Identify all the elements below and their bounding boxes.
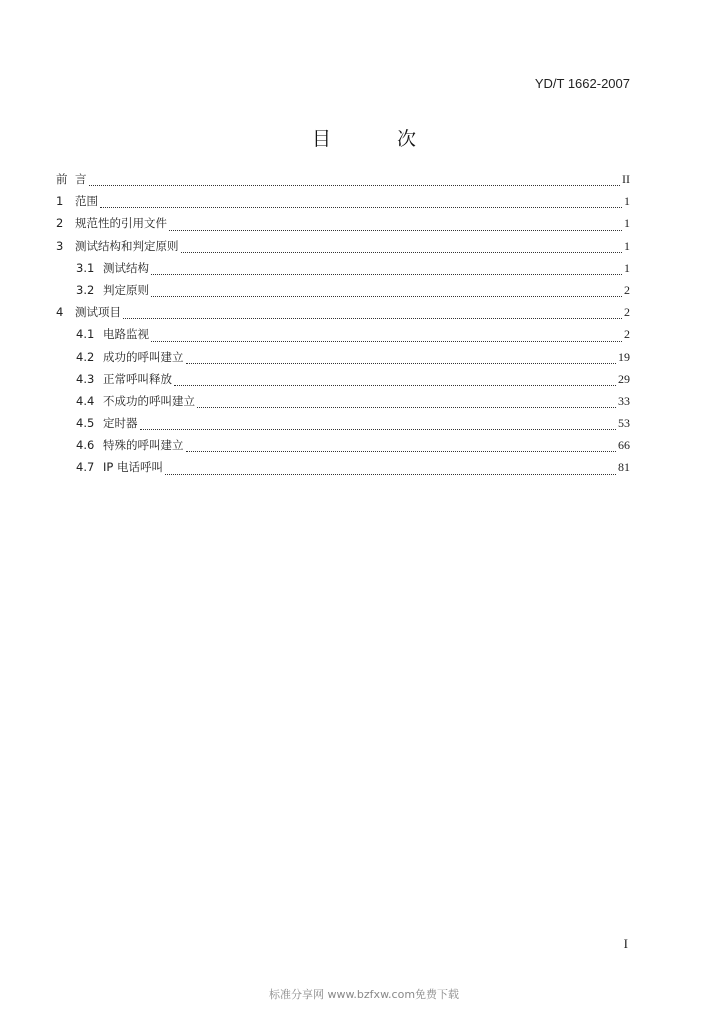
toc-entry-label: 判定原则 bbox=[103, 282, 149, 297]
toc-entry-number: 1 bbox=[56, 194, 64, 209]
toc-entry-number: 4.3 bbox=[76, 371, 95, 386]
toc-entry-page: 2 bbox=[624, 305, 630, 320]
toc-entry[interactable] bbox=[56, 301, 630, 323]
toc-entry[interactable] bbox=[56, 346, 630, 368]
toc-entry-page: 81 bbox=[618, 460, 630, 475]
dot-leader bbox=[151, 273, 622, 275]
toc-entry-label: 成功的呼叫建立 bbox=[103, 349, 184, 364]
toc-entry[interactable] bbox=[56, 390, 630, 412]
toc-title: 目 次 bbox=[311, 128, 447, 150]
toc-entry[interactable] bbox=[56, 190, 630, 212]
toc-entry-page: 66 bbox=[618, 438, 630, 453]
toc-entry-label: IP 电话呼叫 bbox=[103, 460, 163, 475]
dot-leader bbox=[186, 362, 617, 364]
toc-entry-page: 1 bbox=[624, 216, 630, 231]
toc-entry-number: 4.1 bbox=[76, 327, 95, 342]
toc-entry[interactable] bbox=[56, 212, 630, 234]
dot-leader bbox=[181, 251, 623, 253]
toc-entry[interactable] bbox=[56, 323, 630, 345]
toc-entry-number: 4.6 bbox=[76, 438, 95, 453]
toc-entry-label: 测试项目 bbox=[75, 305, 121, 320]
toc-entry-label: 测试结构 bbox=[103, 260, 149, 275]
toc-entry-number: 4 bbox=[56, 305, 64, 320]
toc-entry-page: 53 bbox=[618, 416, 630, 431]
toc-entry[interactable] bbox=[56, 368, 630, 390]
toc-entry-number: 3.1 bbox=[76, 260, 95, 275]
toc-entry-number: 3.2 bbox=[76, 282, 95, 297]
toc-entry-number: 4.7 bbox=[76, 460, 95, 475]
dot-leader bbox=[123, 317, 622, 319]
toc-entry-page: 19 bbox=[618, 349, 630, 364]
toc-entry-page: 29 bbox=[618, 371, 630, 386]
toc-entry-page: 1 bbox=[624, 260, 630, 275]
toc-entry[interactable] bbox=[56, 456, 630, 478]
table-of-contents bbox=[56, 168, 630, 479]
toc-entry-label: 电路监视 bbox=[103, 327, 149, 342]
dot-leader bbox=[197, 406, 616, 408]
dot-leader bbox=[174, 384, 616, 386]
toc-entry-page: 2 bbox=[624, 282, 630, 297]
toc-entry-number: 前 bbox=[56, 172, 68, 186]
toc-entry-page: 2 bbox=[624, 327, 630, 342]
toc-entry[interactable] bbox=[56, 257, 630, 279]
dot-leader bbox=[100, 206, 622, 208]
dot-leader bbox=[165, 473, 616, 475]
toc-entry-label: 测试结构和判定原则 bbox=[75, 238, 179, 253]
toc-entry-number: 3 bbox=[56, 238, 64, 253]
toc-entry-number: 4.4 bbox=[76, 393, 95, 408]
toc-entry-page: 1 bbox=[624, 194, 630, 209]
toc-entry[interactable] bbox=[56, 412, 630, 434]
dot-leader bbox=[169, 229, 622, 231]
toc-entry-label: 特殊的呼叫建立 bbox=[103, 438, 184, 453]
toc-entry-label: 言 bbox=[75, 172, 87, 186]
dot-leader bbox=[140, 428, 617, 430]
dot-leader bbox=[186, 450, 617, 452]
toc-entry-number: 4.2 bbox=[76, 349, 95, 364]
standard-code: YD/T 1662-2007 bbox=[534, 76, 630, 91]
toc-entry-number: 2 bbox=[56, 216, 64, 231]
dot-leader bbox=[151, 340, 622, 342]
toc-entry-label: 规范性的引用文件 bbox=[75, 216, 167, 231]
toc-entry-label: 不成功的呼叫建立 bbox=[103, 393, 195, 408]
toc-entry-label: 范围 bbox=[75, 194, 98, 209]
page-number: I bbox=[623, 936, 628, 951]
toc-entry[interactable] bbox=[56, 235, 630, 257]
toc-entry[interactable] bbox=[56, 434, 630, 456]
toc-entry[interactable] bbox=[56, 279, 630, 301]
dot-leader bbox=[151, 295, 622, 297]
toc-entry-page: 1 bbox=[624, 238, 630, 253]
toc-entry-number: 4.5 bbox=[76, 416, 95, 431]
toc-entry-label: 定时器 bbox=[103, 416, 138, 431]
toc-entry-page: II bbox=[622, 172, 630, 186]
toc-entry-label: 正常呼叫释放 bbox=[103, 371, 172, 386]
toc-entry-page: 33 bbox=[618, 393, 630, 408]
dot-leader bbox=[89, 184, 621, 186]
toc-entry[interactable] bbox=[56, 168, 630, 190]
footer-watermark: 标准分享网 www.bzfxw.com免费下载 bbox=[268, 988, 460, 1001]
